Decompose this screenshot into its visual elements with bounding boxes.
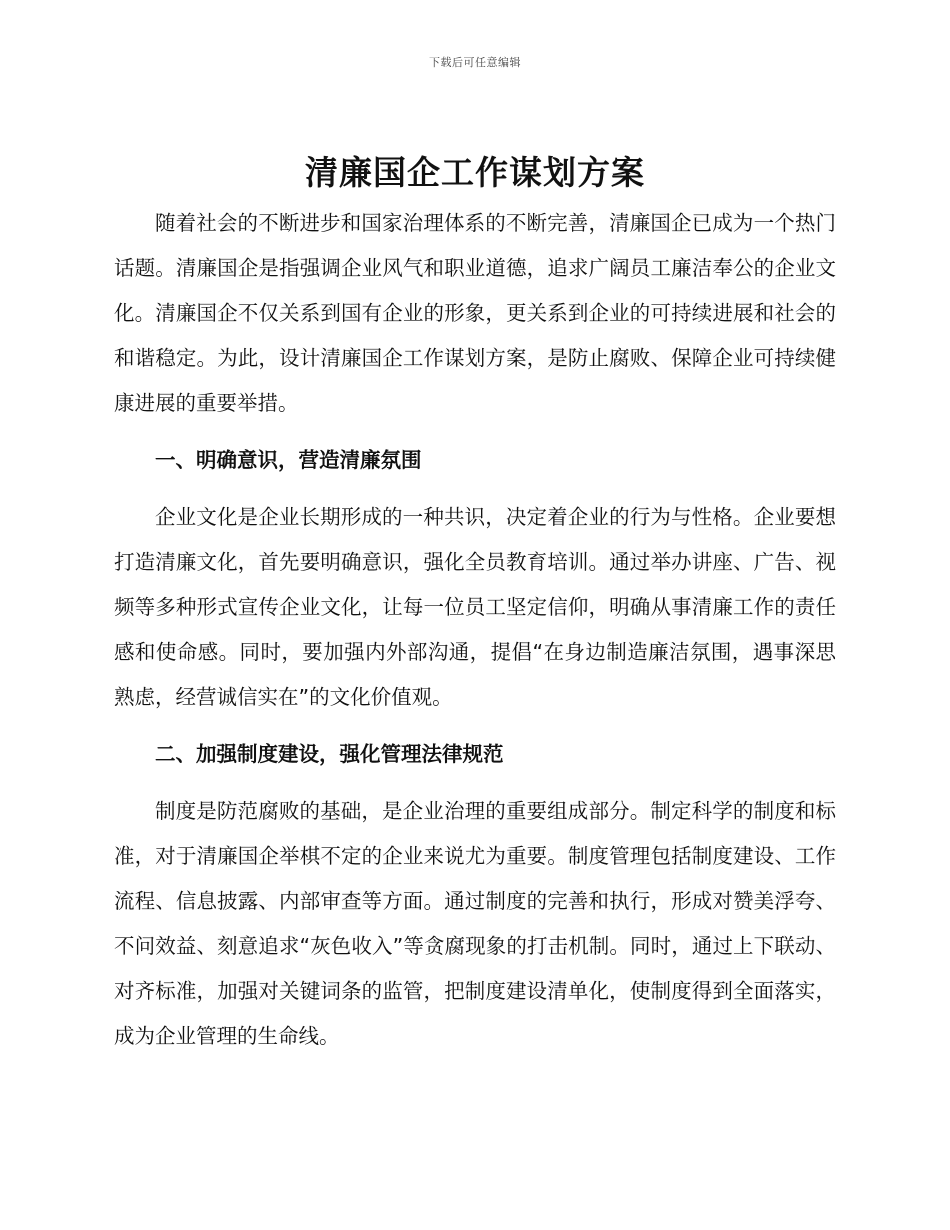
document-body — [114, 201, 836, 1059]
header-note: 下载后可任意编辑 — [429, 56, 521, 69]
intro-paragraph: 随着社会的不断进步和国家治理体系的不断完善，清廉国企已成为一个热门话题。清廉国企是指强调企业风气和职业道德，追求广阔员工廉洁奉公的企业文化。清廉国企不仅关系到国有企业的形象，更关系到企业的可持续进展和社会的和谐稳定。为此，设计清廉国企工作谋划方案，是防止腐败、保障企业可持续健康进展的重要举措。 — [114, 211, 836, 415]
document-title: 清廉国企工作谋划方案 — [305, 153, 645, 192]
section-1-heading: 一、明确意识，营造清廉氛围 — [155, 448, 422, 472]
section-2-paragraph: 制度是防范腐败的基础，是企业治理的重要组成部分。制定科学的制度和标准，对于清廉国企举棋不定的企业来说尤为重要。制度管理包括制度建设、工作流程、信息披露、内部审查等方面。通过制度的完善和执行，形成对赞美浮夸、不问效益、刻意追求“灰色收入”等贪腐现象的打击机制。同时，通过上下联动、对齐标准，加强对关键词条的监管，把制度建设清单化，使制度得到全面落实，成为企业管理的生命线。 — [114, 799, 836, 1048]
section-2-heading: 二、加强制度建设，强化管理法律规范 — [155, 742, 504, 766]
section-1-paragraph: 企业文化是企业长期形成的一种共识，决定着企业的行为与性格。企业要想打造清廉文化，首先要明确意识，强化全员教育培训。通过举办讲座、广告、视频等多种形式宣传企业文化，让每一位员工坚定信仰，明确从事清廉工作的责任感和使命感。同时，要加强内外部沟通，提倡“在身边制造廉洁氛围，遇事深思熟虑，经营诚信实在”的文化价值观。 — [114, 505, 836, 709]
